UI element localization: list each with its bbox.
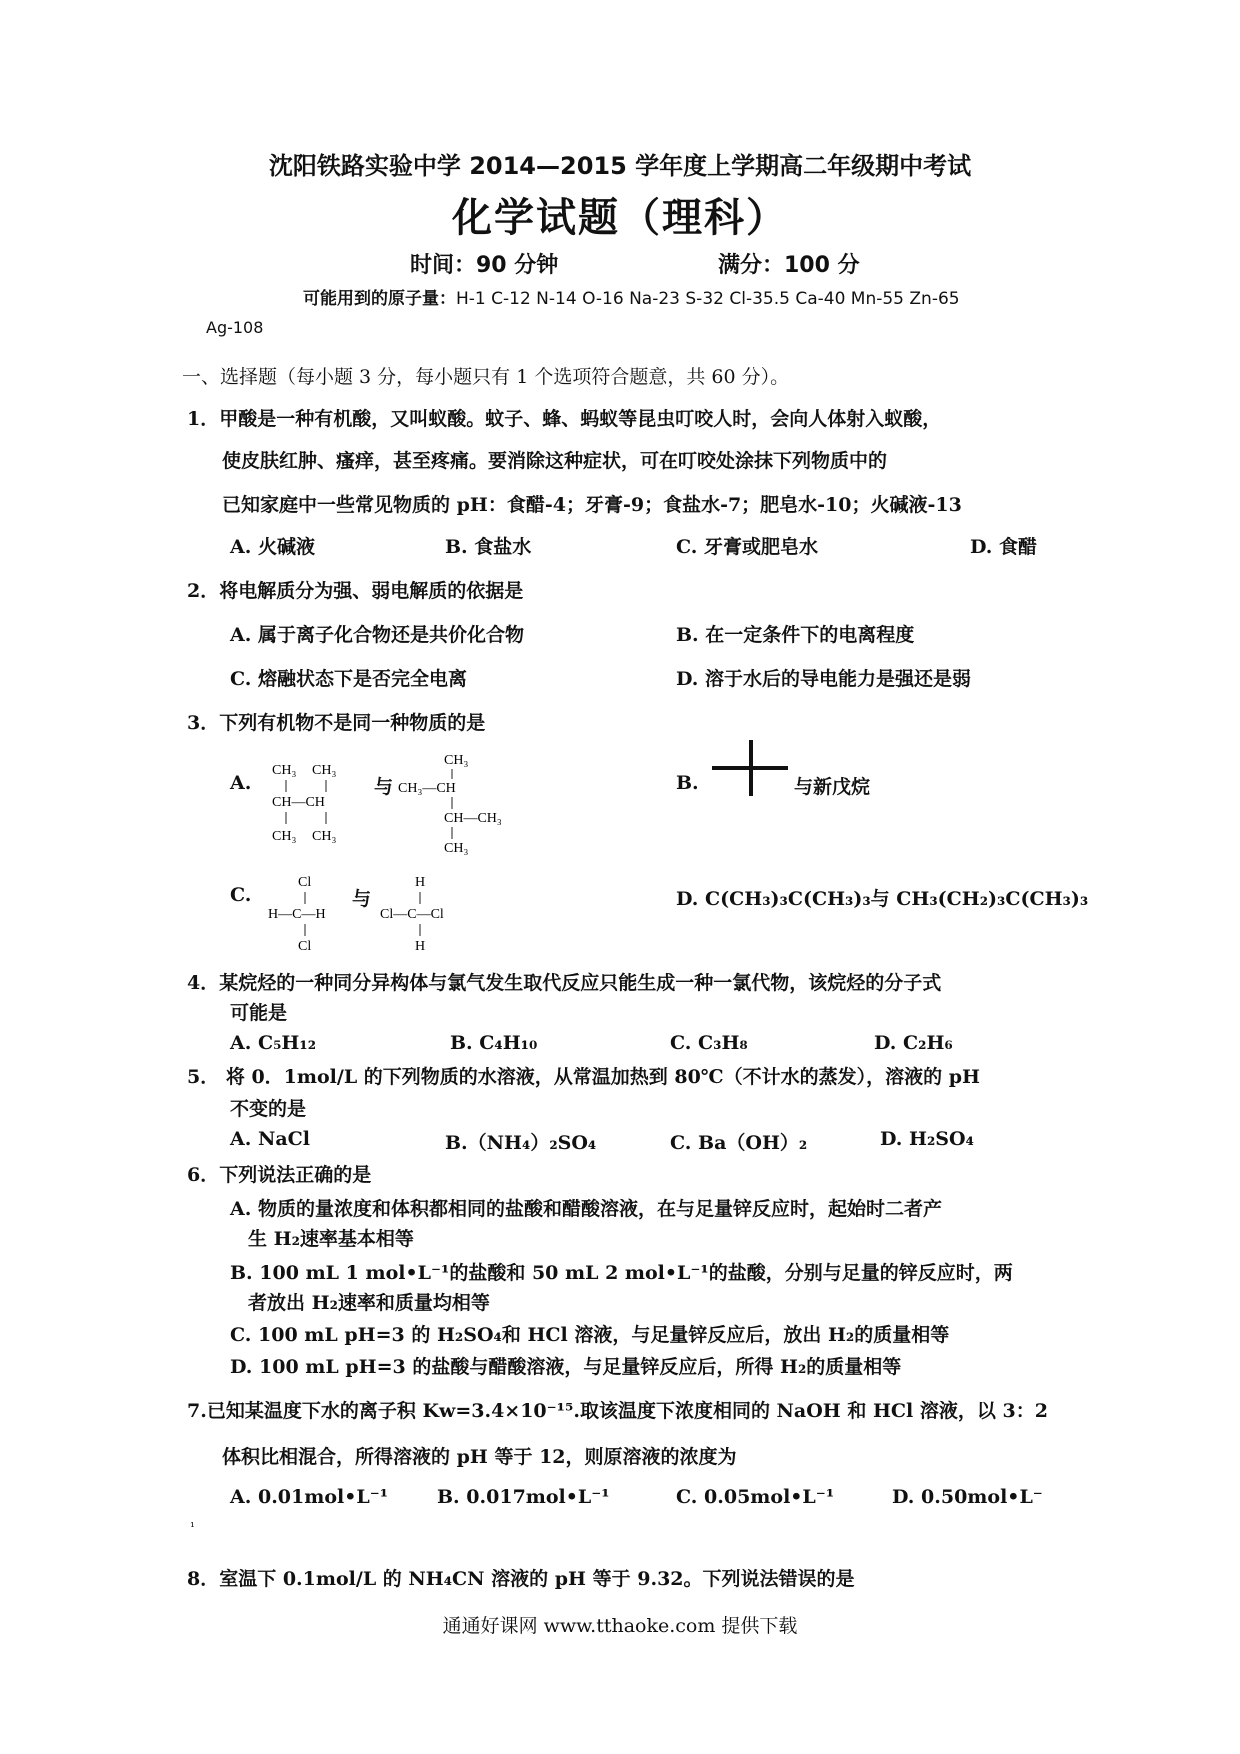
- q3-c2-h-bottom: H: [415, 939, 426, 954]
- q3-c-and: 与: [352, 888, 372, 910]
- q6-option-a-line-1: A. 物质的量浓度和体积都相同的盐酸和醋酸溶液，在与足量锌反应时，起始时二者产: [230, 1198, 942, 1220]
- q5-option-d: D. H₂SO₄: [880, 1128, 974, 1150]
- q4-line-1: 4．某烷烃的一种同分异构体与氯气发生取代反应只能生成一种一氯代物，该烷烃的分子式: [187, 972, 942, 994]
- subject-title: 化学试题（理科）: [452, 195, 788, 241]
- footer-source: 通通好课网 www.tthaoke.com 提供下载: [442, 1615, 798, 1637]
- q5-option-b: B.（NH₄）₂SO₄: [445, 1132, 597, 1154]
- q5-option-a: A. NaCl: [230, 1128, 310, 1150]
- q3-option-b-label: B.: [676, 772, 699, 794]
- q2-line-1: 2．将电解质分为强、弱电解质的依据是: [187, 580, 524, 602]
- q7-line-1: 7.已知某温度下水的离子积 Kw=3.4×10⁻¹⁵.取该温度下浓度相同的 NaOH 和 HCl 溶液，以 3：2: [187, 1400, 1048, 1422]
- q3-c-structure-1: [266, 872, 346, 954]
- q3-c1-cl-bottom: Cl: [298, 939, 312, 954]
- q6-option-d: D. 100 mL pH=3 的盐酸与醋酸溶液，与足量锌反应后，所得 H₂的质量相等: [230, 1356, 902, 1378]
- atomic-mass-line: [303, 284, 960, 309]
- q5-option-c: C. Ba（OH）₂: [670, 1132, 808, 1154]
- q3-line-1: 3．下列有机物不是同一种物质的是: [187, 712, 486, 734]
- q5-line-2: 不变的是: [230, 1098, 307, 1120]
- q3-a2-ch3-ch: CH₃—CH: [398, 781, 456, 796]
- q3-a-structure-2: [398, 748, 528, 860]
- q4-option-b: B. C₄H₁₀: [450, 1032, 538, 1054]
- q3-c-structure-2: [378, 872, 468, 954]
- q1-line-2: 使皮肤红肿、瘙痒，甚至疼痛。要消除这种症状，可在叮咬处涂抹下列物质中的: [222, 450, 888, 472]
- q3-a2-ch-ch3: CH—CH₃: [444, 811, 502, 826]
- q2-option-d: D. 溶于水后的导电能力是强还是弱: [676, 668, 972, 690]
- q3-option-a-label: A.: [230, 772, 252, 794]
- q3-a-structure-1: [262, 756, 372, 848]
- q5-line-1: 5． 将 0．1mol/L 的下列物质的水溶液，从常温加热到 80℃（不计水的蒸发），溶液的 pH: [187, 1066, 980, 1088]
- q4-option-c: C. C₃H₈: [670, 1032, 748, 1054]
- q1-line-1: 1．甲酸是一种有机酸，又叫蚁酸。蚊子、蜂、蚂蚁等昆虫叮咬人时，会向人体射入蚁酸，: [187, 408, 942, 430]
- q3-a1-ch3-bottom-right: CH₃: [312, 829, 337, 844]
- q3-a1-ch3-top-right: CH₃: [312, 763, 337, 778]
- q1-option-a: A. 火碱液: [230, 536, 315, 558]
- q6-option-a-line-2: 生 H₂速率基本相等: [248, 1228, 414, 1250]
- q7-option-d-continuation: ¹: [190, 1520, 195, 1534]
- q3-option-c-label: C.: [230, 884, 252, 906]
- q4-option-d: D. C₂H₆: [874, 1032, 953, 1054]
- q6-option-b-line-2: 者放出 H₂速率和质量均相等: [248, 1292, 490, 1314]
- q3-a1-ch3-bottom-left: CH₃: [272, 829, 297, 844]
- q2-option-b: B. 在一定条件下的电离程度: [676, 624, 915, 646]
- q1-option-b: B. 食盐水: [445, 536, 532, 558]
- q6-line-1: 6．下列说法正确的是: [187, 1164, 372, 1186]
- q7-line-2: 体积比相混合，所得溶液的 pH 等于 12，则原溶液的浓度为: [222, 1446, 737, 1468]
- q1-option-c: C. 牙膏或肥皂水: [676, 536, 819, 558]
- q7-option-a: A. 0.01mol•L⁻¹: [230, 1486, 389, 1508]
- q1-line-3: 已知家庭中一些常见物质的 pH：食醋-4；牙膏-9；食盐水-7；肥皂水-10；火碱液-13: [222, 494, 962, 516]
- q1-option-d: D. 食醋: [970, 536, 1038, 558]
- q3-a1-ch3-top-left: CH₃: [272, 763, 297, 778]
- school-title: 沈阳铁路实验中学 2014—2015 学年度上学期高二年级期中考试: [268, 152, 972, 180]
- q3-option-d: D. C(CH₃)₃C(CH₃)₃与 CH₃(CH₂)₃C(CH₃)₃: [676, 888, 1089, 910]
- q7-option-b: B. 0.017mol•L⁻¹: [437, 1486, 610, 1508]
- q6-option-c: C. 100 mL pH=3 的 H₂SO₄和 HCl 溶液，与足量锌反应后，放出 H₂的质量相等: [230, 1324, 950, 1346]
- q7-option-d: D. 0.50mol•L⁻: [892, 1486, 1043, 1508]
- q3-b-skeletal-structure: [712, 740, 788, 802]
- q3-option-b-text: 与新戊烷: [794, 776, 871, 798]
- q4-option-a: A. C₅H₁₂: [230, 1032, 317, 1054]
- exam-score: 满分：100 分: [718, 253, 860, 278]
- q2-option-c: C. 熔融状态下是否完全电离: [230, 668, 468, 690]
- atomic-mass-label: 可能用到的原子量：: [303, 289, 456, 309]
- q3-a2-ch3-top: CH₃: [444, 753, 469, 768]
- q7-option-c: C. 0.05mol•L⁻¹: [676, 1486, 835, 1508]
- q3-c1-h-c-h: H—C—H: [268, 907, 326, 922]
- q8-line-1: 8．室温下 0.1mol/L 的 NH₄CN 溶液的 pH 等于 9.32。下列说法错误的是: [187, 1568, 855, 1590]
- q6-option-b-line-1: B. 100 mL 1 mol•L⁻¹的盐酸和 50 mL 2 mol•L⁻¹的盐酸，分别与足量的锌反应时，两: [230, 1262, 1013, 1284]
- q3-c1-cl-top: Cl: [298, 875, 312, 890]
- q3-a1-backbone: CH—CH: [272, 795, 325, 810]
- q4-line-2: 可能是: [230, 1002, 288, 1024]
- atomic-mass-values-2: Ag-108: [206, 318, 264, 337]
- q2-option-a: A. 属于离子化合物还是共价化合物: [230, 624, 524, 646]
- q3-c2-h-top: H: [415, 875, 426, 890]
- q3-c2-cl-c-cl: Cl—C—Cl: [380, 907, 444, 922]
- atomic-mass-values: H-1 C-12 N-14 O-16 Na-23 S-32 Cl-35.5 Ca-40 Mn-55 Zn-65: [456, 289, 960, 309]
- section-heading: 一、选择题（每小题 3 分，每小题只有 1 个选项符合题意，共 60 分）。: [182, 366, 790, 388]
- q3-a2-ch3-bottom: CH₃: [444, 841, 469, 856]
- q3-a-and: 与: [374, 776, 394, 798]
- exam-time: 时间：90 分钟: [410, 253, 559, 278]
